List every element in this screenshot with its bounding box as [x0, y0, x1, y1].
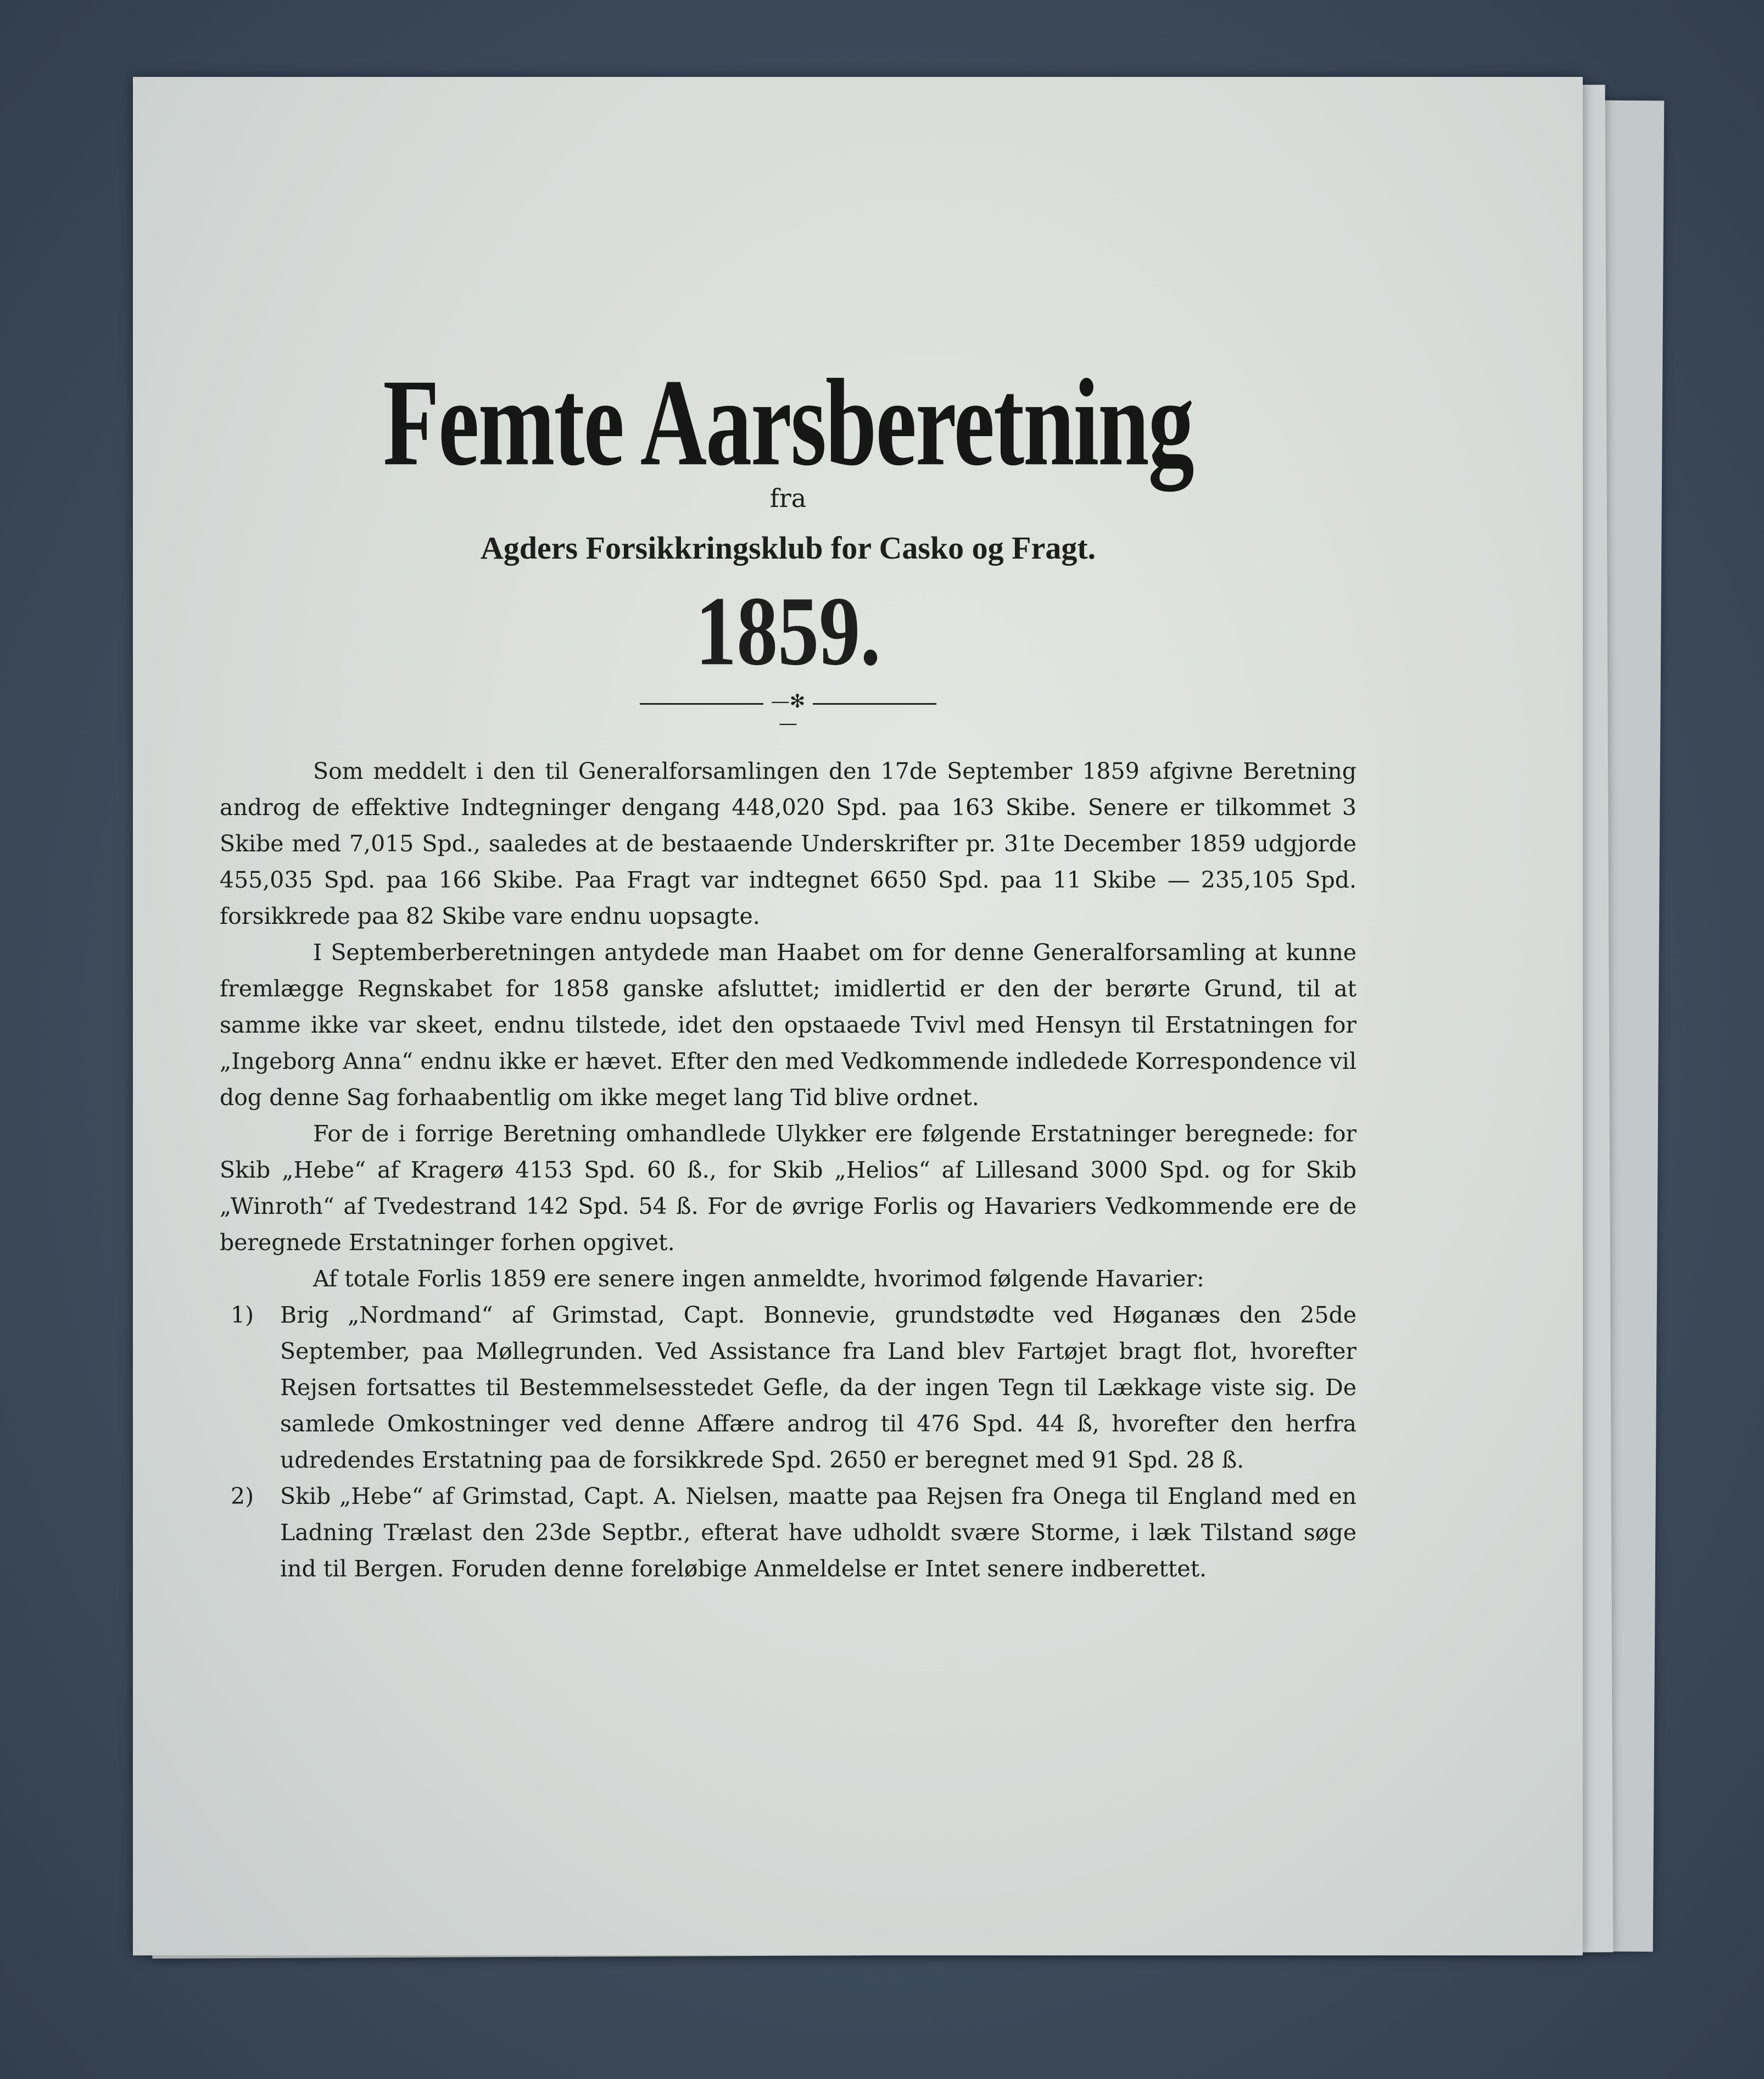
divider-line-left	[640, 703, 763, 705]
list-item-text: Skib „Hebe“ af Grimstad, Capt. A. Nielsen, maatte paa Rejsen fra Onega til England med en Ladning Trælast den 23de Septbr., efterat have udholdt svære Storme, i læk Tilstand søge ind til Bergen. Foruden denne foreløbige Anmeldelse er Intet senere indberettet.	[280, 1483, 1357, 1582]
ornamental-divider	[640, 690, 936, 734]
paragraph: Af totale Forlis 1859 ere senere ingen anmeldte, hvorimod følgende Havarier:	[313, 1266, 1204, 1292]
report-year: 1859.	[695, 576, 881, 686]
document-title: Femte Aarsberetning	[383, 354, 1193, 492]
list-item-number: 2)	[231, 1483, 254, 1509]
divider-ornament: —✻—	[771, 690, 806, 734]
list-item-text: Brig „Nordmand“ af Grimstad, Capt. Bonnevie, grundstødte ved Høganæs den 25de September, paa Møllegrunden. Ved Assistance fra Land blev Fartøjet bragt flot, hvorefter Rejsen fortsattes til Bestemmelsesstedet Gefle, da der ingen Tegn til Lækkage viste sig. De samlede Omkostninger ved denne Affære androg til 476 Spd. 44 ß, hvorefter den herfra udredendes Erstatning paa de forsikkrede Spd. 2650 er beregnet med 91 Spd. 28 ß.	[280, 1302, 1357, 1473]
paragraph: Som meddelt i den til Generalforsamlingen den 17de September 1859 afgivne Beretning androg de effektive Indtegninger dengang 448,020 Spd. paa 163 Skibe. Senere er tilkommet 3 Skibe med 7,015 Spd., saaledes at de bestaaende Underskrifter pr. 31te December 1859 udgjorde 455,035 Spd. paa 166 Skibe. Paa Fragt var indtegnet 6650 Spd. paa 11 Skibe — 235,105 Spd. forsikkrede paa 82 Skibe vare endnu uopsagte.	[220, 758, 1357, 929]
list-item	[220, 1478, 1357, 1587]
document-content	[220, 352, 1357, 1587]
paragraph: I Septemberberetningen antydede man Haabet om for denne Generalforsamling at kunne fremlægge Regnskabet for 1858 ganske afsluttet; imidlertid er den der berørte Grund, til at samme ikke var skeet, endnu tilstede, idet den opstaaede Tvivl med Hensyn til Erstatningen for „Ingeborg Anna“ endnu ikke er hævet. Efter den med Vedkommende indledede Korrespondence vil dog denne Sag forhaabentlig om ikke meget lang Tid blive ordnet.	[220, 939, 1357, 1111]
title-connector: fra	[769, 483, 807, 513]
paragraph: For de i forrige Beretning omhandlede Ulykker ere følgende Erstatninger beregnede: for Skib „Hebe“ af Kragerø 4153 Spd. 60 ß., for Skib „Helios“ af Lillesand 3000 Spd. og for Skib „Winroth“ af Tvedestrand 142 Spd. 54 ß. For de øvrige Forlis og Havariers Vedkommende ere de beregnede Erstatninger forhen opgivet.	[220, 1121, 1357, 1256]
organization-name: Agders Forsikkringsklub for Casko og Fragt.	[480, 530, 1096, 566]
list-item	[220, 1297, 1357, 1478]
report-body	[220, 753, 1357, 1587]
list-item-number: 1)	[231, 1302, 254, 1328]
divider-line-right	[813, 703, 936, 705]
